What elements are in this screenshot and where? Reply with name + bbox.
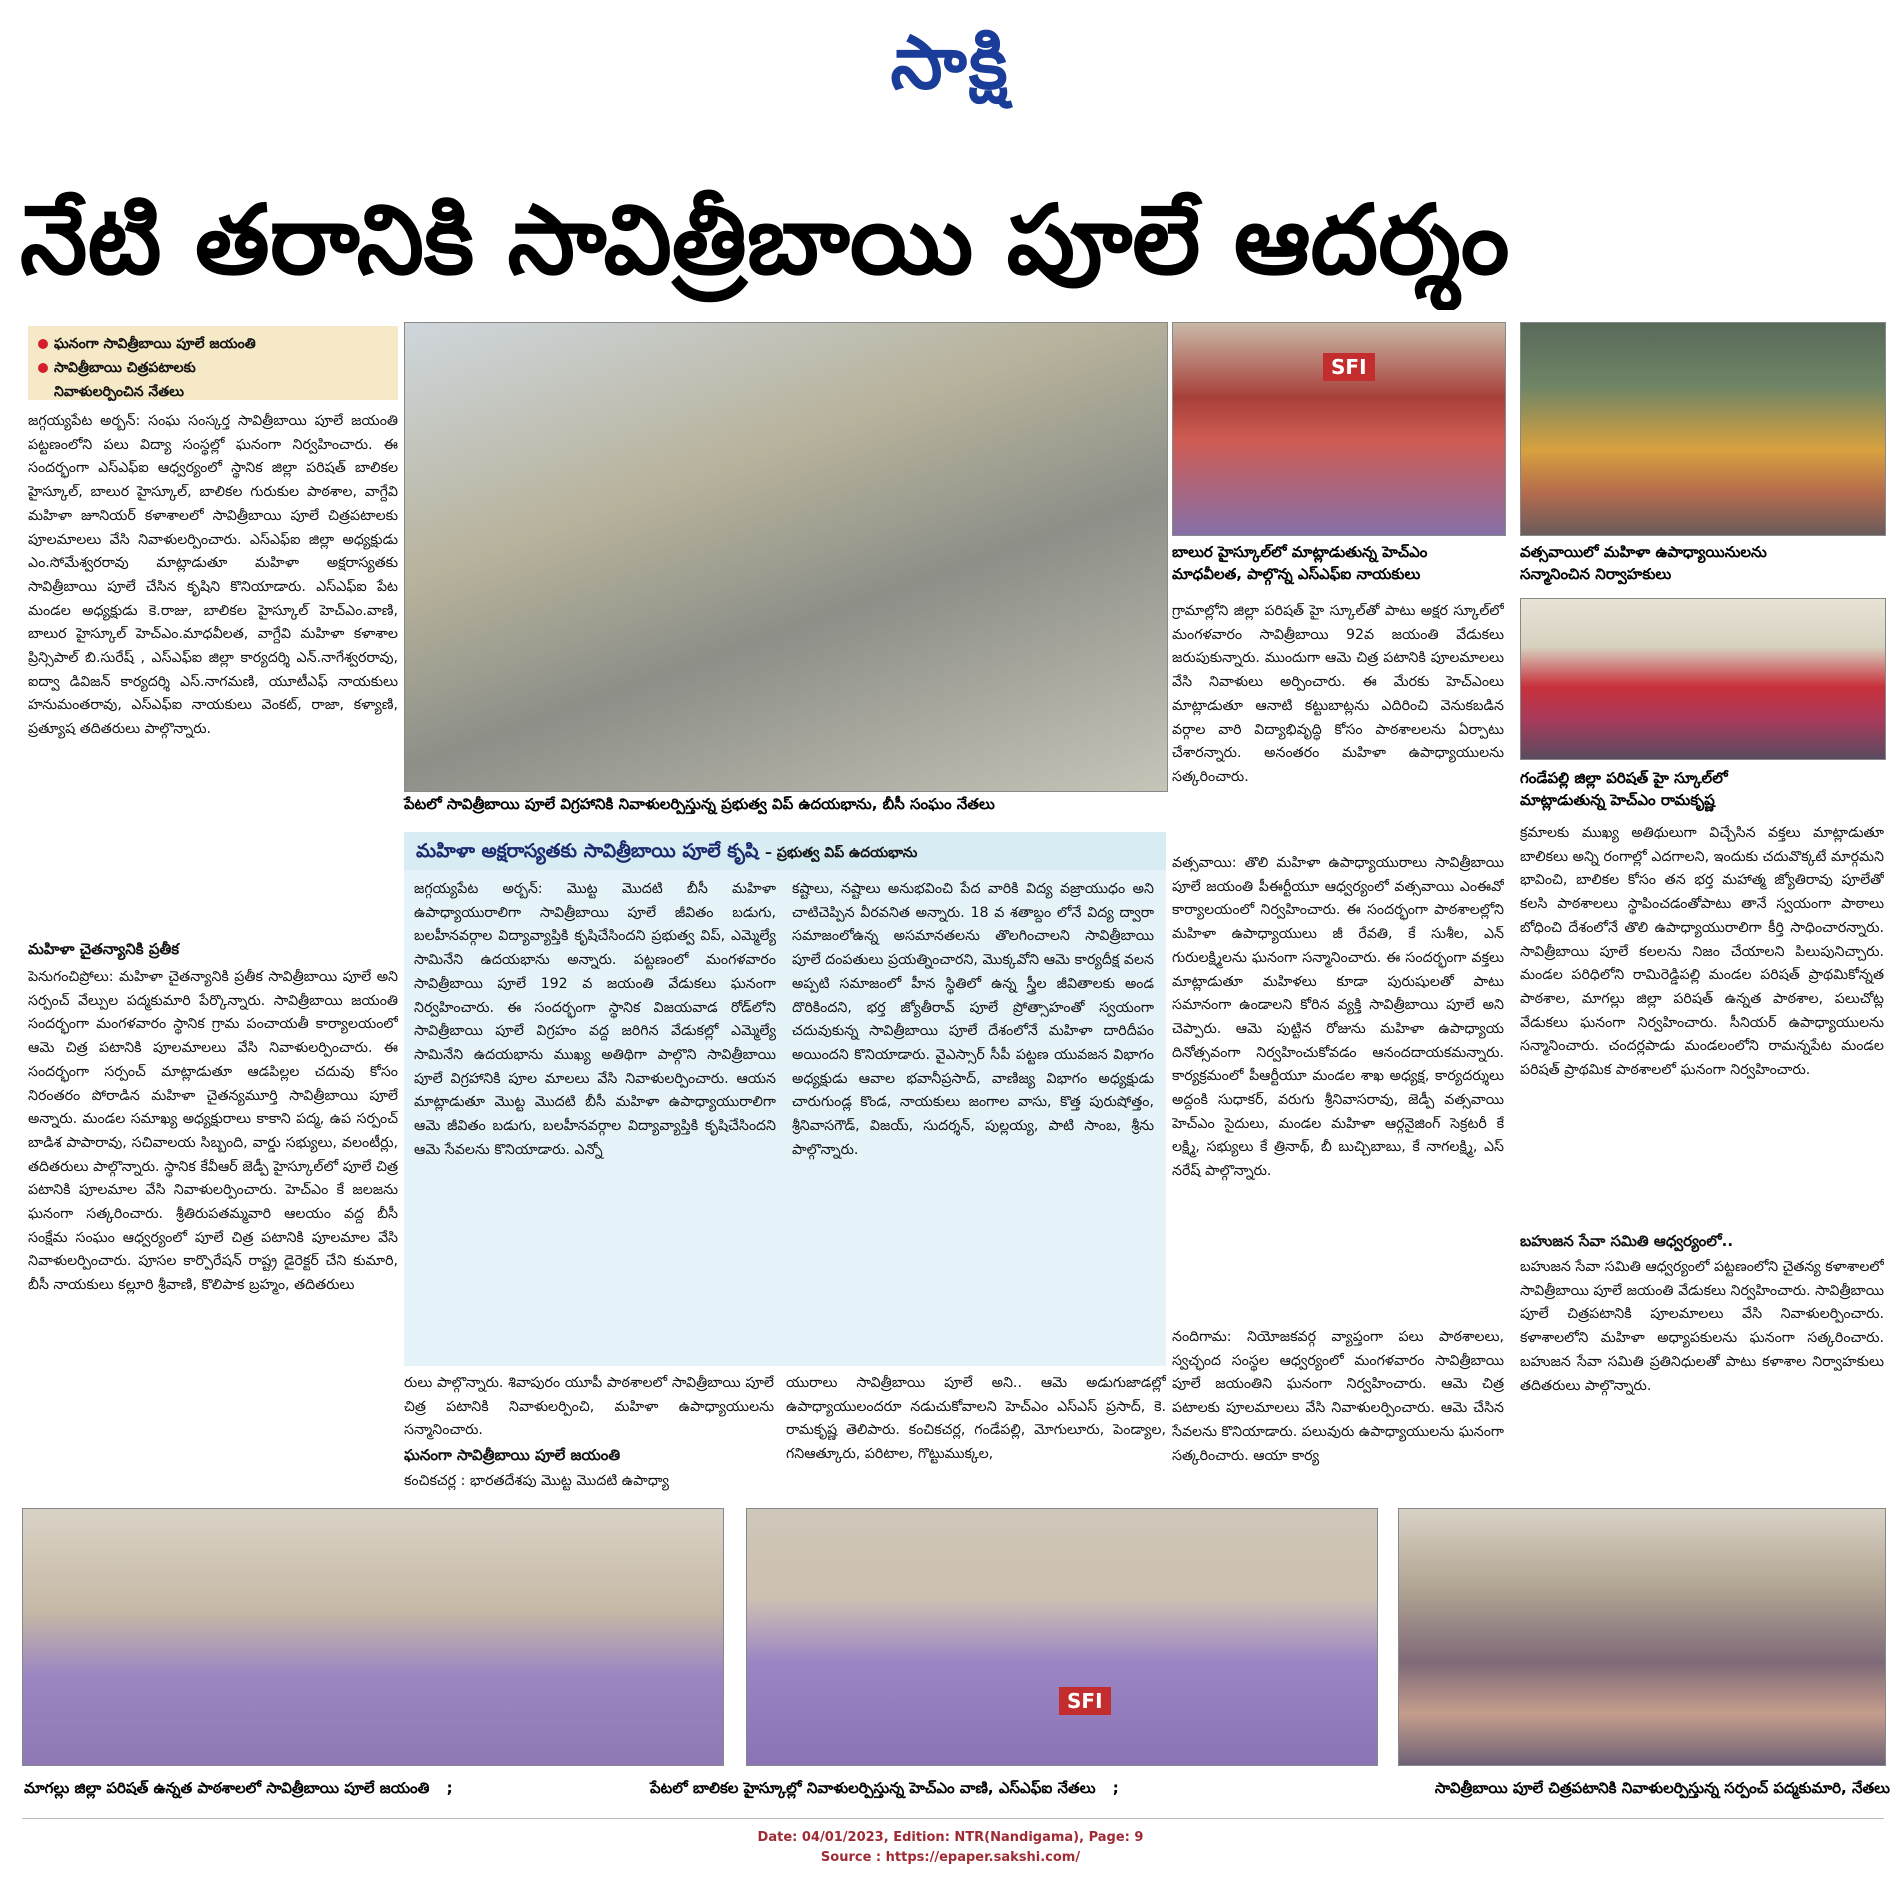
article-column-3-bottom: యురాలు సావిత్రీబాయి పూలే అని.. ఆమె అడుగుజాడల్లో ఉపాధ్యాయులందరూ నడుచుకోవాలని హెచ్‌ఎం ఎస్‌ఎస్ ప్రసాద్, కె. రామకృష్ణ తెలిపారు. కంచికచర్ల, గండేపల్లి, మోగులూరు, పెండ్యాల, గనిఆత్కూరు, పరిటాల, గొట్టుముక్కల,: [786, 1375, 1166, 1463]
article-column-5: క్రమాలకు ముఖ్య అతిథులుగా విచ్చేసిన వక్తలు మాట్లాడుతూ బాలికలు అన్ని రంగాల్లో ఎదగాలని, ఇందుకు చదువొక్కటే మార్గమని భావించి, బాలికల కోసం తన భర్త మహాత్మ జ్యోతిరావు పూలేతో కలసి పాఠశాలలు స్థాపించడంతోపాటు తానే స్వయంగా పాఠాలు బోధించి దేశంలోనే తొలి ఉపాధ్యాయురాలిగా కీర్తి సాధించారన్నారు. సావిత్రీబాయి పూలే కలలను నిజం చేయాలని పిలుపునిచ్చారు. మండల పరిధిలోని రామిరెడ్డిపల్లి మండల పరిషత్ ప్రాథమికోన్నత పాఠశాల, మాగల్లు జిల్లా పరిషత్ ఉన్నత పాఠశాల, పలుచోట్ల వేడుకలు ఘనంగా నిర్వహించారు. సీనియర్ ఉపాధ్యాయులను సన్మానించారు. చందర్లపాడు మండలంలోని రామన్నపేట మండల పరిషత్ ప్రాథమిక పాఠశాలలో ఘనంగా నిర్వహించారు.: [1520, 825, 1884, 1079]
photo-sfi-caption-line1: బాలుర హైస్కూల్‌లో మాట్లాడుతున్న హెచ్‌ఎం: [1172, 543, 1428, 561]
article-column-4: గ్రామాల్లోని జిల్లా పరిషత్ హై స్కూల్‌తో పాటు అక్షర స్కూల్‌లో మంగళవారం సావిత్రీబాయి 92వ జయంతి వేడుకలు జరుపుకున్నారు. ముందుగా ఆమె చిత్ర పటానికి పూలమాలలు వేసి నివాళులు అర్పించారు. ఈ మేరకు హెచ్‌ఎంలు మాట్లాడుతూ ఆనాటి కట్టుబాట్లను ఎదిరించి వెనుకబడిన వర్గాల వారి విద్యాభివృద్ధి కోసం పాఠశాలలను ఏర్పాటు చేశారన్నారు. అనంతరం మహిళా ఉపాధ్యాయులను సత్కరించారు.: [1172, 603, 1504, 785]
article-column-2-bottom: రులు పాల్గొన్నారు. శివాపురం యూపీ పాఠశాలలో సావిత్రీబాయి పూలే చిత్ర పటానికి నివాళులర్పించి, మహిళా ఉపాధ్యాయులను సన్మానించారు.: [404, 1375, 774, 1439]
bottom-caption-left: మాగల్లు జిల్లా పరిషత్ ఉన్నత పాఠశాలలో సావిత్రీబాయి పూలే జయంతి ;: [24, 1779, 453, 1797]
photo-girls-highschool: [746, 1508, 1378, 1766]
article-column-4b: వత్సవాయి: తొలి మహిళా ఉపాధ్యాయురాలు సావిత్రీబాయి పూలే జయంతి పీఈర్టీయూ ఆధ్వర్యంలో వత్సవాయి ఎంఈవో కార్యాలయంలో నిర్వహించారు. ఈ సందర్భంగా పాఠశాలల్లోని మహిళా ఉపాధ్యాయులు జీ రేవతి, కే సుశీల, ఎన్ గురులక్ష్మిలను ఘనంగా సన్మానించారు. ఈ సందర్భంగా వక్తలు మాట్లాడుతూ మహిళలు కూడా పురుషులతో పాటు సమానంగా ఉండాలని కోరిన వ్యక్తి సావిత్రీబాయి పూలే అని చెప్పారు. ఆమె పుట్టిన రోజును మహిళా ఉపాధ్యాయ దినోత్సవంగా నిర్వహించుకోవడం ఆనందదాయకమన్నారు. కార్యక్రమంలో పీఆర్టీయూ మండల శాఖ అధ్యక్ష, కార్యదర్శులు అద్దంకి సుధాకర్, వరుగు శ్రీనివాసరావు, జెడ్పీ వత్సవాయి హెచ్‌ఎం సైదులు, మండల మహిళా ఆర్గనైజింగ్ సెక్రటరీ కే లక్ష్మి, సభ్యులు కే త్రినాథ్, బీ బుచ్చిబాబు, కే నాగలక్ష్మి, ఎస్ నరేష్ పాల్గొన్నారు.: [1172, 855, 1504, 1180]
photo-vatsavai-caption-line1: వత్సవాయిలో మహిళా ఉపాధ్యాయినులను: [1520, 543, 1767, 561]
photo-gandepalli-caption-line2: మాట్లాడుతున్న హెచ్‌ఎం రామకృష్ణ: [1520, 791, 1715, 809]
bottom-caption-mid: పేటలో బాలికల హైస్కూల్లో నివాళులర్పిస్తున్న హెచ్‌ఎం వాణి, ఎస్‌ఎఫ్‌ఐ నేతలు ;: [650, 1779, 1119, 1797]
highlight-item: ఘనంగా సావిత్రీబాయి పూలే జయంతి: [38, 332, 398, 356]
bullet-icon: [38, 339, 48, 349]
page-headline: నేటి తరానికి సావిత్రీబాయి పూలే ఆదర్శం: [20, 184, 1510, 296]
footer-source[interactable]: Source : https://epaper.sakshi.com/: [820, 1850, 1081, 1865]
footer-divider: [22, 1818, 1884, 1819]
subhead-bahujana: బహుజన సేవా సమితి ఆధ్వర్యంలో..: [1520, 1232, 1734, 1250]
footer-date-edition: Date: 04/01/2023, Edition: NTR(Nandigama), Page: 9: [757, 1830, 1144, 1845]
box-story-header: [404, 832, 1166, 870]
photo-sfi-meeting: [1172, 322, 1506, 536]
subhead-ghananga: ఘనంగా సావిత్రీబాయి పూలే జయంతి: [404, 1446, 621, 1464]
box-story-title: మహిళా అక్షరాస్యతకు సావిత్రీబాయి పూలే కృషి: [416, 840, 759, 862]
subhead-mahila: మహిళా చైతన్యానికి ప్రతీక: [28, 940, 180, 958]
main-photo: [404, 322, 1168, 792]
box-story-byline: – ప్రభుత్వ విప్ ఉదయభాను: [765, 845, 918, 861]
box-column-left: జగ్గయ్యపేట అర్బన్: మొట్ట మొదటి బీసీ మహిళా ఉపాధ్యాయురాలిగా సావిత్రీబాయి పూలే జీవితం బడుగు, బలహీనవర్గాల విద్యావ్యాప్తికి కృషిచేసిందని ప్రభుత్వ విప్, ఎమ్మెల్యే సామినేని ఉదయభాను అన్నారు. పట్టణంలో మంగళవారం సావిత్రీబాయి పూలే 192 వ జయంతి వేడుకలు ఘనంగా నిర్వహించారు. ఈ సందర్భంగా స్థానిక విజయవాడ రోడ్‌లోని సావిత్రీబాయి పూలే విగ్రహం వద్ద జరిగిన వేడుకల్లో ఎమ్మెల్యే సామినేని ఉదయభాను ముఖ్య అతిథిగా పాల్గొని సావిత్రీబాయి పూలే విగ్రహానికి పూల మాలలు వేసి నివాళులర్పించారు. ఆయన మాట్లాడుతూ మొట్ట మొదటి బీసీ మహిళా ఉపాధ్యాయురాలిగా ఆమె జీవితం బడుగు, బలహీనవర్గాల విద్యావ్యాప్తికి కృషిచేసిందని ఆమె సేవలను కొనియాడారు. ఎన్నో: [414, 881, 776, 1158]
masthead-logo: సాక్షి: [890, 20, 1010, 106]
photo-gandepalli-school: [1520, 598, 1886, 760]
main-photo-caption: పేటలో సావిత్రీబాయి పూలే విగ్రహానికి నివాళులర్పిస్తున్న ప్రభుత్వ విప్ ఉదయభాను, బీసీ సంఘం నేతలు: [404, 795, 995, 813]
sfi-placard: SFI: [1059, 1687, 1111, 1715]
bottom-caption-right: సావిత్రీబాయి పూలే చిత్రపటానికి నివాళులర్పిస్తున్న సర్పంచ్ పద్మకుమారి, నేతలు: [1434, 1779, 1890, 1797]
photo-magallu-school: [22, 1508, 724, 1766]
article-paragraph: పెనుగంచిప్రోలు: మహిళా చైతన్యానికి ప్రతీక సావిత్రీబాయి పూలే అని సర్పంచ్ వేల్పుల పద్మకుమారి పేర్కొన్నారు. సావిత్రీబాయి జయంతి సందర్భంగా మంగళవారం స్థానిక గ్రామ పంచాయతీ కార్యాలయంలో ఆమె చిత్ర పటానికి పూలమాలలు వేసి నివాళులర్పించారు. ఈ సందర్భంగా సర్పంచ్ మాట్లాడుతూ ఆడపిల్లల చదువు కోసం నిరంతరం పోరాడిన మహిళా చైతన్యమూర్తి సావిత్రీబాయి పూలే అన్నారు. మండల సమాఖ్య అధ్యక్షురాలు కాకాని పద్మ, ఉప సర్పంచ్ బాడిశ పాపారావు, సచివాలయ సిబ్బంది, వార్డు సభ్యులు, వలంటీర్లు, తదితరులు పాల్గొన్నారు. స్థానిక కేవీఆర్ జెడ్పీ హైస్కూల్‌లో పూలే చిత్ర పటానికి పూలమాల వేసి నివాళులర్పించారు. హెచ్‌ఎం కే జలజను ఘనంగా సత్కరించారు. శ్రీతిరుపతమ్మవారి ఆలయం వద్ద బీసీ సంక్షేమ సంఘం ఆధ్వర్యంలో పూలే చిత్ర పటానికి పూలమాల వేసి నివాళులర్పించారు. పూసల కార్పొరేషన్ రాష్ట్ర డైరెక్టర్ చేని కుమారి, బీసీ నాయకులు కల్లూరి శ్రీవాణి, కొలిపాక బ్రహ్మం, తదితరులు: [28, 969, 398, 1294]
sfi-banner: SFI: [1323, 353, 1375, 381]
article-column-2-bottom-b: కంచికచర్ల : భారతదేశపు మొట్ట మొదటి ఉపాధ్యా: [404, 1473, 669, 1489]
article-column-5b: బహుజన సేవా సమితి ఆధ్వర్యంలో పట్టణంలోని చైతన్య కళాశాలలో సావిత్రీబాయి పూలే జయంతి వేడుకలు నిర్వహించారు. సావిత్రీబాయి పూలే చిత్రపటానికి పూలమాలలు వేసి నివాళులర్పించారు. కళాశాలలోని మహిళా అధ్యాపకులను ఘనంగా సత్కరించారు. బహుజన సేవా సమితి ప్రతినిధులతో పాటు కళాశాల నిర్వాహకులు తదితరులు పాల్గొన్నారు.: [1520, 1259, 1884, 1394]
photo-vatsavai-teachers: [1520, 322, 1886, 536]
article-column-1b: [28, 966, 398, 1486]
article-column-1: [28, 410, 398, 940]
box-column-right: కష్టాలు, నష్టాలు అనుభవించి పేద వారికి విద్య వజ్రాయుధం అని చాటిచెప్పిన వీరవనిత అన్నారు. 18 వ శతాబ్దం లోనే విద్య ద్వారా సమాజంలోఉన్న అసమానతలను తొలగించాలని సావిత్రీబాయి పూలే దంపతులు ప్రయత్నించారని, మొక్కవోని ఆమె కార్యదీక్ష వలన అప్పటి సమాజంలో హీన స్థితిలో ఉన్న స్త్రీల జీవితాలకు అండ దొరికిందని, భర్త జ్యోతీరావ్ పూలే ప్రోత్సాహంతో స్వయంగా చదువుకున్న సావిత్రీబాయి పూలే దేశంలోనే మహిళా దారిదీపం అయిందని కొనియాడారు. వైఎస్సార్ సీపీ పట్టణ యువజన విభాగం అధ్యక్షుడు ఆవాల భవానీప్రసాద్, వాణిజ్య విభాగం అధ్యక్షుడు చారుగుండ్ల కొండ, నాయకులు జంగాల వాసు, కొత్త పురుషోత్తం, శ్రీనివాసగౌడ్, విజయ్, సుదర్శన్, పుల్లయ్య, పాటి సాంబ, శ్రీను పాల్గొన్నారు.: [792, 881, 1154, 1158]
photo-gandepalli-caption-line1: గండేపల్లి జిల్లా పరిషత్ హై స్కూల్‌లో: [1520, 769, 1728, 787]
highlight-item: నివాళులర్పించిన నేతలు: [54, 384, 184, 400]
photo-sfi-caption-line2: మాధవీలత, పాల్గొన్న ఎస్‌ఎఫ్‌ఐ నాయకులు: [1172, 565, 1421, 583]
bullet-icon: [38, 363, 48, 373]
highlights-box: [28, 326, 398, 400]
highlight-item: సావిత్రీబాయి చిత్రపటాలకు: [38, 356, 398, 380]
photo-sarpanch-tribute: [1398, 1508, 1886, 1766]
article-paragraph: జగ్గయ్యపేట అర్బన్: సంఘ సంస్కర్త సావిత్రీబాయి పూలే జయంతి పట్టణంలోని పలు విద్యా సంస్థల్లో ఘనంగా నిర్వహించారు. ఈ సందర్భంగా ఎస్‌ఎఫ్‌ఐ ఆధ్వర్యంలో స్థానిక జిల్లా పరిషత్ బాలికల హైస్కూల్, బాలుర హైస్కూల్, బాలికల గురుకుల పాఠశాల, వాగ్దేవి మహిళా జూనియర్ కళాశాలలో సావిత్రీబాయి పూలే చిత్రపటాలకు పూలమాలలు వేసి నివాళులర్పించారు. ఎస్‌ఎఫ్‌ఐ జిల్లా అధ్యక్షుడు ఎం.సోమేశ్వరరావు మాట్లాడుతూ మహిళా అక్షరాస్యతకు సావిత్రీబాయి పూలే చేసిన కృషిని కొనియాడారు. ఎస్‌ఎఫ్‌ఐ పేట మండల అధ్యక్షుడు కె.రాజు, బాలికల హైస్కూల్ హెచ్‌ఎం.వాణి, బాలుర హైస్కూల్ హెచ్‌ఎం.మాధవీలత, వాగ్దేవి మహిళా కళాశాల ప్రిన్సిపాల్ బి.సురేష్ , ఎస్‌ఎఫ్‌ఐ జిల్లా కార్యదర్శి ఎన్.నాగేశ్వరరావు, ఐద్వా డివిజన్ కార్యదర్శి ఎస్.నాగమణి, యూటీఎఫ్ నాయకులు హనుమంతరావు, ఎస్‌ఎఫ్‌ఐ నాయకులు వెంకట్, రాజా, కళ్యాణి, ప్రత్యూష తదితరులు పాల్గొన్నారు.: [28, 413, 398, 738]
photo-vatsavai-caption-line2: సన్మానించిన నిర్వాహకులు: [1520, 565, 1672, 583]
article-column-4c: నందిగామ: నియోజకవర్గ వ్యాప్తంగా పలు పాఠశాలలు, స్వచ్ఛంద సంస్థల ఆధ్వర్యంలో మంగళవారం సావిత్రీబాయి పూలే జయంతిని ఘనంగా నిర్వహించారు. ఆమె చిత్ర పటాలకు పూలమాలలు వేసి నివాళులర్పించారు. ఆమె చేసిన సేవలను కొనియాడారు. పలువురు ఉపాధ్యాయులను ఘనంగా సత్కరించారు. ఆయా కార్య: [1172, 1329, 1504, 1464]
